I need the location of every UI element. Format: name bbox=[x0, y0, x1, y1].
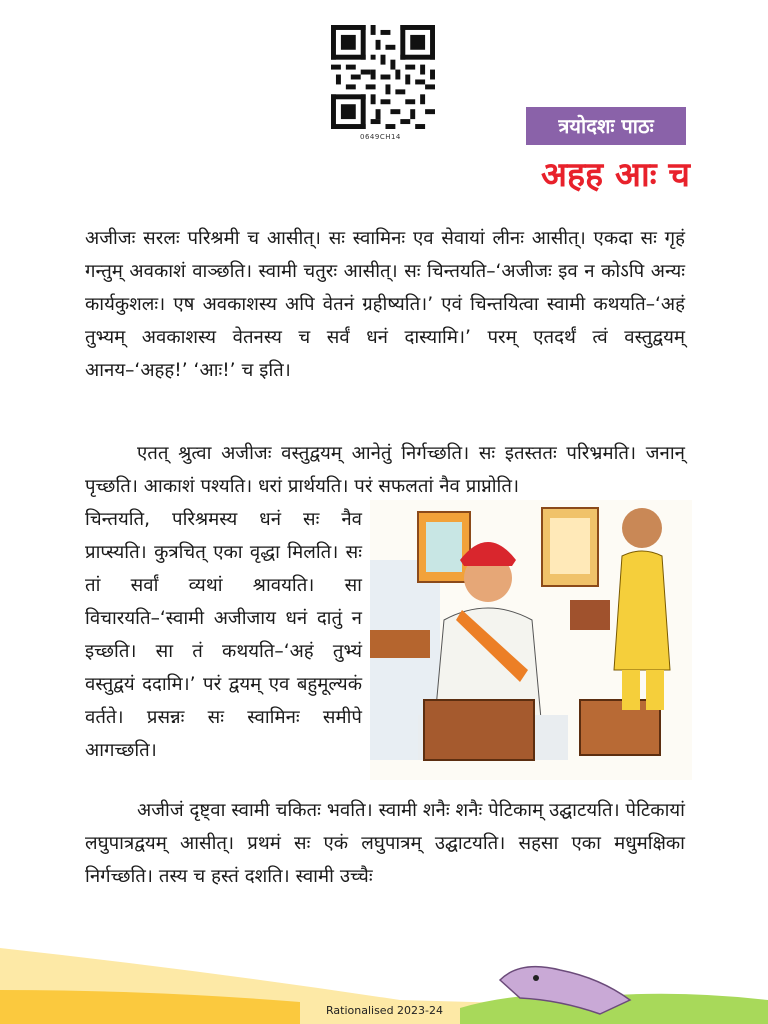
story-illustration bbox=[370, 500, 692, 780]
qr-code bbox=[331, 25, 435, 129]
qr-code-label: 0649CH14 bbox=[360, 133, 401, 141]
paragraph-3: अजीजं दृष्ट्वा स्वामी चकितः भवति। स्वामी शनैः शनैः पेटिकाम् उद्घाटयति। पेटिकायां लघुपात्रद्वयम् आसीत्। प्रथमं सः एकं लघुपात्रम् उद्घाटयति। सहसा एका मधुमक्षिका निर्गच्छति। तस्य च हस्तं दशति। स्वामी उच्चैः bbox=[85, 800, 685, 887]
paragraph-1: अजीजः सरलः परिश्रमी च आसीत्। सः स्वामिनः एव सेवायां लीनः आसीत्। एकदा सः गृहं गन्तुम् अवकाशं वाञ्छति। स्वामी चतुरः आसीत्। सः चिन्तयति–‘अजीजः इव न कोऽपि अन्यः कार्यकुशलः। एष अवकाशस्य अपि वेतनं ग्रहीष्यति।’ एवं चिन्तयित्वा स्वामी कथयति–‘अहं तुभ्यम् अवकाशस्य वेतनस्य च सर्वं धनं दास्यामि।’ परम् एतदर्थं त्वं वस्तुद्वयम् आनय–‘अहह!’ ‘आः!’ च इति। bbox=[85, 228, 685, 381]
lesson-title: अहह आः च bbox=[541, 155, 690, 195]
paragraph-2: एतत् श्रुत्वा अजीजः वस्तुद्वयम् आनेतुं निर्गच्छति। सः इतस्ततः परिभ्रमति। जनान् पृच्छति। आकाशं पश्यति। धरां प्रार्थयति। परं सफलतां नैव प्राप्नोति। bbox=[85, 443, 685, 497]
lesson-number-tag: त्रयोदशः पाठः bbox=[526, 107, 686, 145]
paragraph-2-continued: चिन्तयति, परिश्रमस्य धनं सः नैव प्राप्स्यति। कुत्रचित् एका वृद्धा मिलति। सः तां सर्वां व्यथां श्रावयति। सा विचारयति–‘स्वामी अजीजाय धनं दातुं न इच्छति। सा तं कथयति–‘अहं तुभ्यं वस्तुद्वयं ददामि।’ परं द्वयम् एव बहुमूल्यकं वर्तते। प्रसन्नः सः स्वामिनः समीपे आगच्छति। bbox=[85, 509, 362, 761]
footer-rationalised: Rationalised 2023-24 bbox=[326, 1004, 444, 1017]
